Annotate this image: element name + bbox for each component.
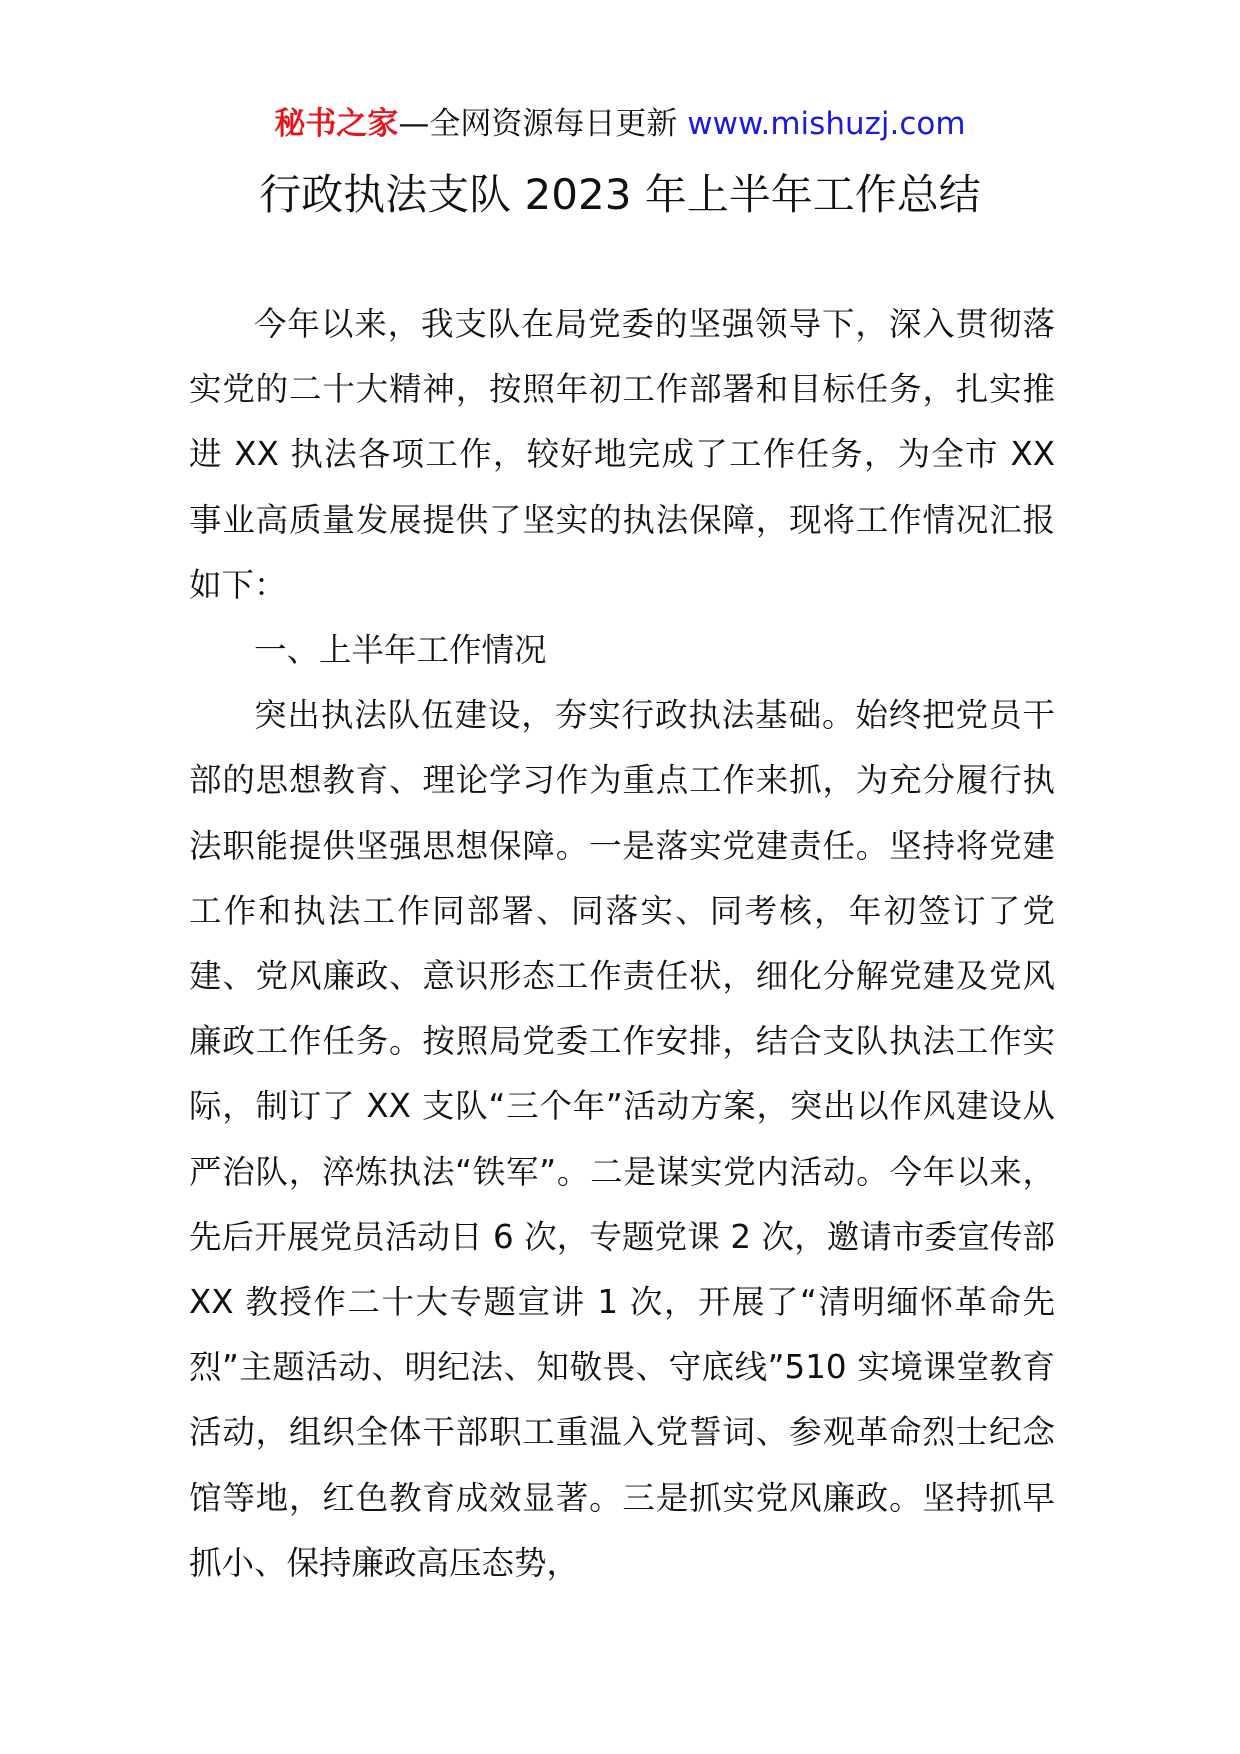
intro-paragraph: 今年以来，我支队在局党委的坚强领导下，深入贯彻落实党的二十大精神，按照年初工作部署和目标任务，扎实推进 XX 执法各项工作，较好地完成了工作任务，为全市 XX 事业高质量发展提供了坚实的执法保障，现将工作情况汇报如下： xyxy=(189,305,1055,604)
section-paragraph: 突出执法队伍建设，夯实行政执法基础。始终把党员干部的思想教育、理论学习作为重点工作来抓，为充分履行执法职能提供坚强思想保障。一是落实党建责任。坚持将党建工作和执法工作同部署、同落实、同考核，年初签订了党建、党风廉政、意识形态工作责任状，细化分解党建及党风廉政工作任务。按照局党委工作安排，结合支队执法工作实际，制订了 XX 支队“三个年”活动方案，突出以作风建设从严治队，淬炼执法“铁军”。二是谋实党内活动。今年以来，先后开展党员活动日 6 次，专题党课 2 次，邀请市委宣传部 XX 教授作二十大专题宣讲 1 次，开展了“清明缅怀革命先烈”主题活动、明纪法、知敬畏、守底线”510 实境课堂教育活动，组织全体干部职工重温入党誓词、参观革命烈士纪念馆等地，红色教育成效显著。三是抓实党风廉政。坚持抓早抓小、保持廉政高压态势， xyxy=(189,696,1055,1582)
site-header xyxy=(0,102,1240,146)
document-body xyxy=(189,292,1055,1596)
document-title: 行政执法支队 2023 年上半年工作总结 xyxy=(259,170,981,219)
header-tagline: —全网资源每日更新 xyxy=(398,106,688,142)
site-url-link[interactable]: www.mishuzj.com xyxy=(687,106,966,142)
brand-name: 秘书之家 xyxy=(274,106,399,142)
section-heading: 一、上半年工作情况 xyxy=(254,631,547,670)
